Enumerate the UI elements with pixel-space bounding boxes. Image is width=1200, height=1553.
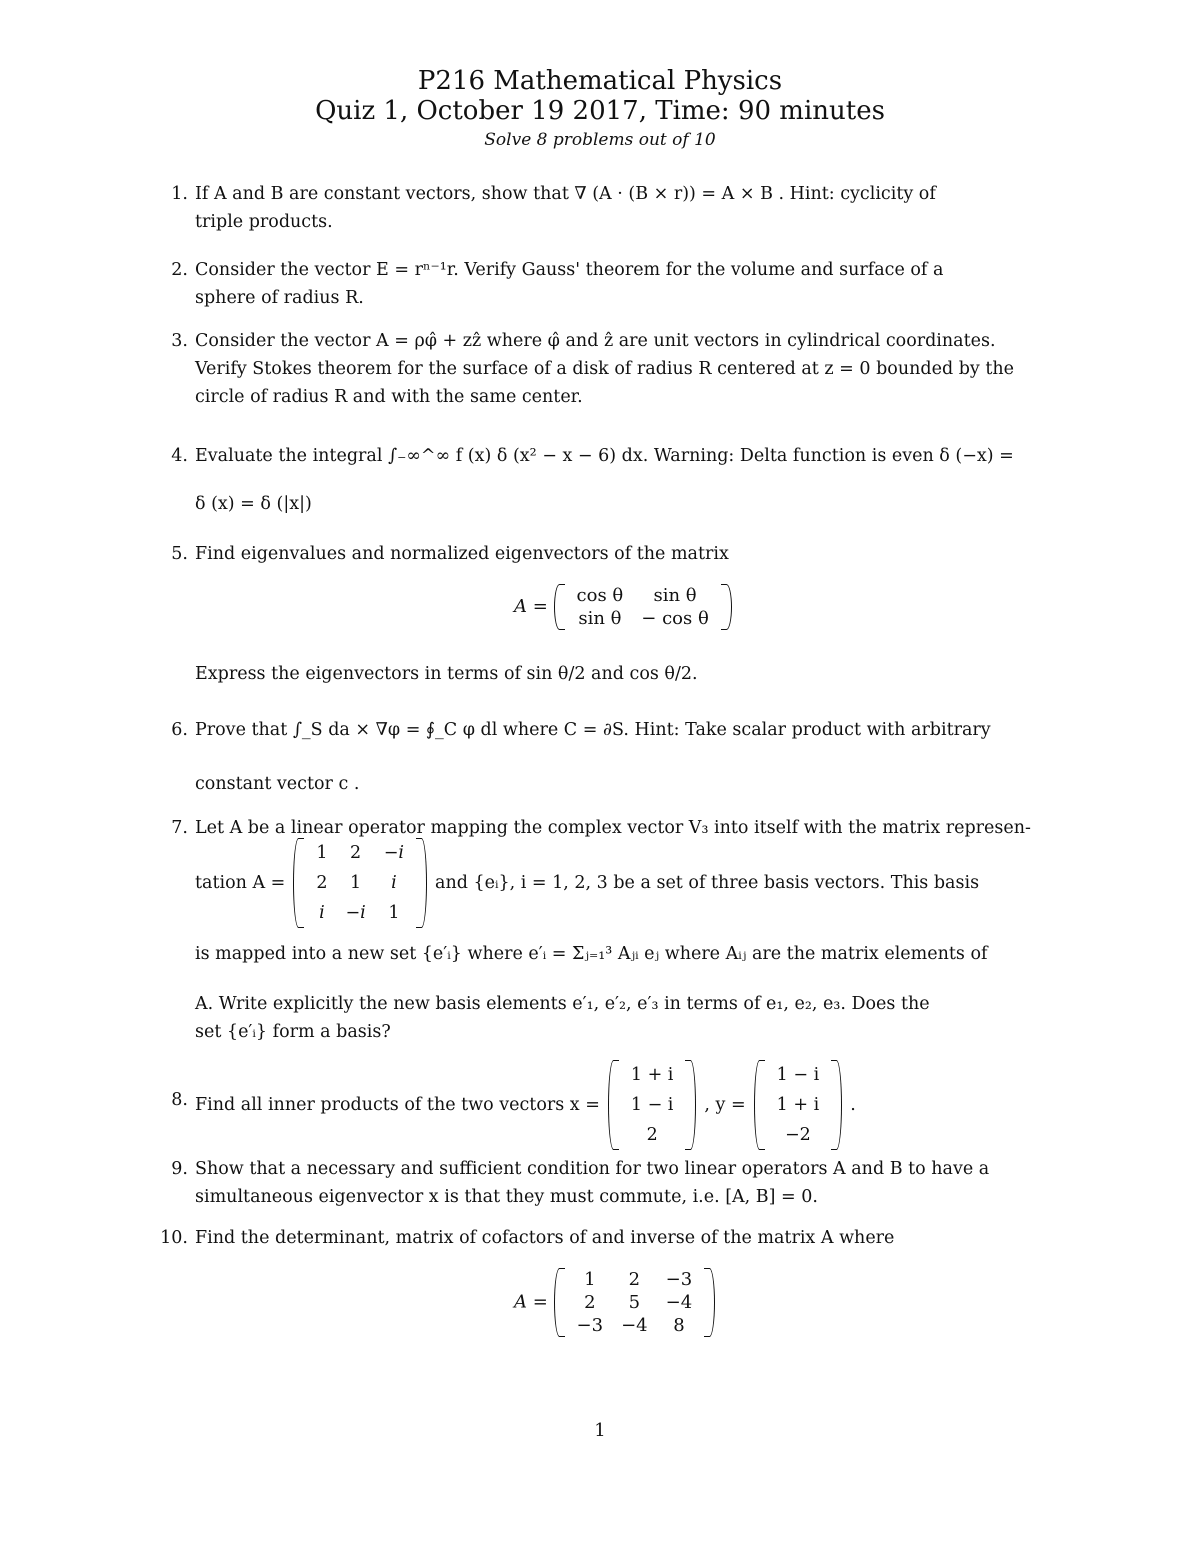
problem-number: 9. [171, 1159, 188, 1179]
matrix-cell: 5 [628, 1292, 641, 1313]
matrix-cell: −3 [576, 1315, 604, 1336]
matrix-lhs: A = [514, 596, 548, 617]
problem-text-fragment: and {eᵢ}, i = 1, 2, 3 be a set of three basis vectors. This basis [435, 873, 980, 893]
problem-number: 3. [171, 331, 188, 351]
matrix-cell: − cos θ [641, 608, 709, 629]
matrix-cell: cos θ [576, 585, 624, 606]
problem-text-fragment: . [850, 1095, 856, 1115]
matrix-cell: −i [383, 843, 405, 863]
problem-text-line: is mapped into a new set {e′ᵢ} where e′ᵢ = Σⱼ₌₁³ Aⱼᵢ eⱼ where Aᵢⱼ are the matrix elements of [195, 944, 988, 964]
page-number: 1 [594, 1420, 606, 1441]
vector-y [754, 1060, 843, 1150]
vector-cell: −2 [785, 1125, 811, 1145]
matrix-cell: 1 [584, 1269, 596, 1290]
problem-text-line: Evaluate the integral ∫₋∞^∞ f (x) δ (x² − x − 6) dx. Warning: Delta function is even δ (−x) = [195, 446, 1014, 466]
problem-text-fragment: tation A = [195, 873, 286, 893]
matrix-cell: 1 [316, 843, 328, 863]
vector-x [608, 1060, 697, 1150]
matrix-cell: 1 [350, 873, 362, 893]
matrix [293, 838, 427, 928]
matrix-cell: i [391, 873, 397, 893]
problem-text-line: Consider the vector E = rⁿ⁻¹r. Verify Gauss' theorem for the volume and surface of a [195, 260, 944, 280]
problem-text-line: constant vector c . [195, 774, 360, 794]
problem-text-line: set {e′ᵢ} form a basis? [195, 1022, 391, 1042]
problem-text-line: Verify Stokes theorem for the surface of a disk of radius R centered at z = 0 bounded by the [195, 359, 1015, 379]
matrix-cell: sin θ [653, 585, 697, 606]
matrix-cell: 2 [350, 843, 362, 863]
matrix-problem-10 [514, 1268, 715, 1337]
vector-cell: 2 [646, 1125, 658, 1145]
problem-text-line: simultaneous eigenvector x is that they must commute, i.e. [A, B] = 0. [195, 1187, 818, 1207]
problem-text-line: Express the eigenvectors in terms of sin θ/2 and cos θ/2. [195, 664, 698, 684]
problem-number: 8. [171, 1090, 188, 1110]
matrix [554, 1268, 716, 1337]
problem-text-line: Consider the vector A = ρφ̂ + zẑ where φ̂ and ẑ are unit vectors in cylindrical coordinates. [195, 331, 996, 351]
matrix-problem-5 [514, 584, 732, 630]
matrix-cell: 2 [628, 1269, 641, 1290]
matrix-cell: sin θ [578, 608, 622, 629]
problem-number: 2. [171, 260, 188, 280]
problem-number: 1. [171, 184, 188, 204]
vector-cell: 1 − i [776, 1065, 820, 1085]
problem-number: 4. [171, 446, 188, 466]
problem-text-fragment: , y = [704, 1095, 746, 1115]
matrix-cell: 2 [584, 1292, 596, 1313]
problem-text-fragment: Find all inner products of the two vectors x = [195, 1095, 600, 1115]
vector-cell: 1 + i [630, 1065, 674, 1085]
vector-cell: 1 + i [776, 1095, 820, 1115]
problem-text-line: Find the determinant, matrix of cofactors of and inverse of the matrix A where [195, 1228, 895, 1248]
matrix-cell: −4 [621, 1315, 648, 1336]
problem-text-line: triple products. [195, 212, 333, 232]
vector-cell: 1 − i [630, 1095, 674, 1115]
problem-text-line: circle of radius R and with the same center. [195, 387, 583, 407]
matrix-cell: i [319, 903, 325, 923]
problem-text-line: Let A be a linear operator mapping the complex vector V₃ into itself with the matrix represen- [195, 818, 1031, 838]
problem-text-line: sphere of radius R. [195, 288, 364, 308]
matrix [554, 584, 732, 630]
quiz-info: Quiz 1, October 19 2017, Time: 90 minutes [315, 96, 885, 126]
problem-text-line: Prove that ∫_S da × ∇φ = ∮_C φ dl where C = ∂S. Hint: Take scalar product with arbitrary [195, 720, 991, 740]
matrix-cell: −i [345, 903, 366, 923]
problem-number: 7. [171, 818, 188, 838]
matrix-cell: −3 [665, 1269, 693, 1290]
problem-text-line: If A and B are constant vectors, show that ∇ (A · (B × r)) = A × B . Hint: cyclicity of [195, 184, 936, 204]
course-title: P216 Mathematical Physics [417, 66, 783, 96]
problem-number: 10. [160, 1228, 188, 1248]
instructions: Solve 8 problems out of 10 [484, 130, 716, 150]
problem-text-line: A. Write explicitly the new basis elements e′₁, e′₂, e′₃ in terms of e₁, e₂, e₃. Does the [195, 994, 930, 1014]
matrix-cell: 2 [316, 873, 328, 893]
matrix-cell: −4 [665, 1292, 693, 1313]
problem-text-line: Show that a necessary and sufficient condition for two linear operators A and B to have a [195, 1159, 990, 1179]
problem-number: 5. [171, 544, 188, 564]
matrix-cell: 1 [388, 903, 400, 923]
problem-text-line: δ (x) = δ (|x|) [195, 494, 312, 514]
matrix-cell: 8 [673, 1315, 685, 1336]
problem-text-line: Find eigenvalues and normalized eigenvectors of the matrix [195, 544, 729, 564]
problem-number: 6. [171, 720, 188, 740]
matrix-lhs: A = [514, 1291, 548, 1313]
